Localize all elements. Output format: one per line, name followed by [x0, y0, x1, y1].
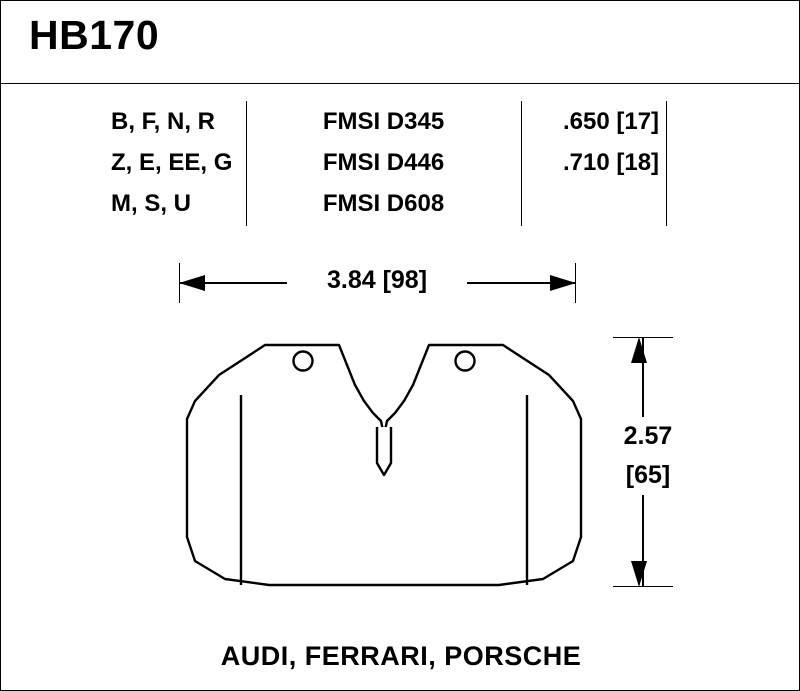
arrow-left-icon [179, 275, 205, 291]
width-dimension [179, 263, 576, 303]
compound-codes: Z, E, EE, G [111, 148, 233, 176]
arrow-down-icon [631, 561, 647, 587]
part-number: HB170 [29, 12, 160, 58]
width-label: 3.84 [98] [287, 266, 467, 295]
height-dimension [613, 337, 693, 587]
header-divider [1, 83, 800, 84]
table-row [101, 183, 701, 224]
compound-codes: B, F, N, R [111, 107, 216, 135]
table-divider-1 [246, 101, 247, 226]
spec-table [101, 101, 701, 226]
arrow-up-icon [631, 337, 647, 363]
fmsi-code: FMSI D345 [322, 107, 445, 135]
brake-pad-outline-drawing [169, 323, 599, 593]
vehicle-applications: AUDI, FERRARI, PORSCHE [220, 641, 582, 671]
arrow-right-icon [550, 275, 576, 291]
thickness-value: .710 [18] [562, 148, 660, 176]
fmsi-code: FMSI D608 [322, 189, 445, 217]
height-label [603, 417, 693, 495]
pad-center-slot [377, 427, 391, 475]
table-divider-3 [666, 101, 667, 226]
compound-codes: M, S, U [111, 189, 192, 217]
table-row [101, 101, 701, 142]
table-row [101, 142, 701, 183]
thickness-value: .650 [17] [562, 107, 660, 135]
height-label-line-1: 2.57 [623, 422, 673, 450]
mounting-hole-right [456, 352, 475, 371]
fmsi-code: FMSI D446 [322, 148, 445, 176]
table-divider-2 [521, 101, 522, 226]
mounting-hole-left [294, 352, 313, 371]
height-label-line-2: [65] [625, 460, 671, 489]
